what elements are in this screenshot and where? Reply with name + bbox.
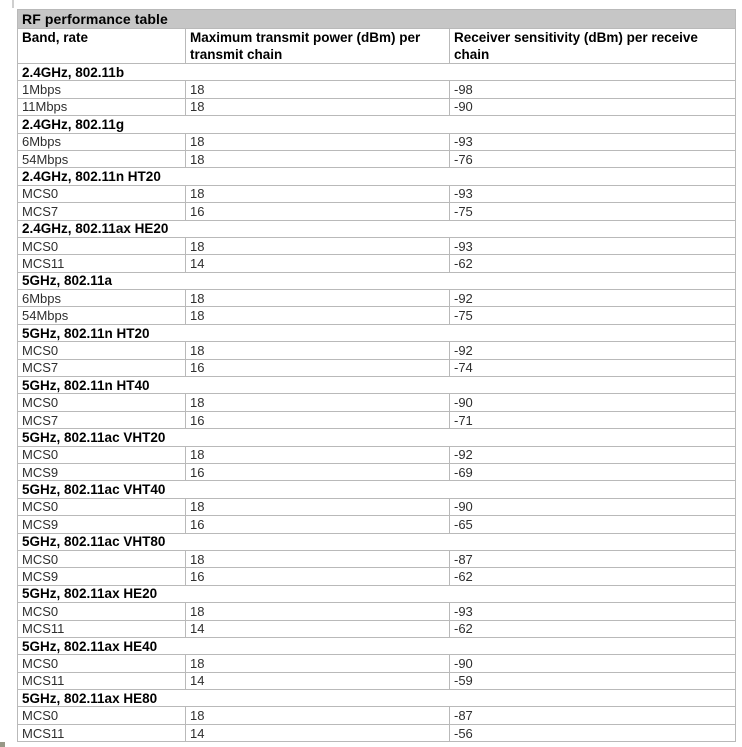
column-header-receiver-sensitivity: Receiver sensitivity (dBm) per receive chain bbox=[450, 29, 736, 64]
section-label: 5GHz, 802.11ax HE20 bbox=[18, 585, 736, 602]
cell-tx-power: 18 bbox=[186, 185, 450, 202]
cell-rx-sensitivity: -92 bbox=[450, 290, 736, 307]
table-row bbox=[18, 359, 736, 376]
rf-performance-table bbox=[17, 9, 736, 742]
cell-tx-power: 18 bbox=[186, 446, 450, 463]
cell-rate: MCS0 bbox=[18, 446, 186, 463]
cell-rate: MCS0 bbox=[18, 655, 186, 672]
cell-rate: 1Mbps bbox=[18, 81, 186, 98]
bottom-left-artifact bbox=[0, 742, 5, 747]
cell-tx-power: 18 bbox=[186, 498, 450, 515]
cell-rate: 6Mbps bbox=[18, 290, 186, 307]
section-label: 2.4GHz, 802.11g bbox=[18, 116, 736, 133]
table-row bbox=[18, 655, 736, 672]
cell-rx-sensitivity: -93 bbox=[450, 133, 736, 150]
cell-rx-sensitivity: -75 bbox=[450, 203, 736, 220]
section-row bbox=[18, 429, 736, 446]
cell-tx-power: 18 bbox=[186, 655, 450, 672]
section-row bbox=[18, 220, 736, 237]
section-label: 2.4GHz, 802.11b bbox=[18, 64, 736, 81]
cell-rate: MCS9 bbox=[18, 463, 186, 480]
cell-rate: MCS11 bbox=[18, 620, 186, 637]
cell-tx-power: 16 bbox=[186, 359, 450, 376]
section-row bbox=[18, 690, 736, 707]
section-label: 5GHz, 802.11ax HE40 bbox=[18, 637, 736, 654]
cell-tx-power: 14 bbox=[186, 620, 450, 637]
cell-rate: MCS9 bbox=[18, 516, 186, 533]
cell-rx-sensitivity: -62 bbox=[450, 255, 736, 272]
section-row bbox=[18, 168, 736, 185]
cell-rx-sensitivity: -87 bbox=[450, 550, 736, 567]
cell-rate: MCS0 bbox=[18, 342, 186, 359]
table-row bbox=[18, 394, 736, 411]
cell-rate: MCS7 bbox=[18, 411, 186, 428]
cell-rate: 54Mbps bbox=[18, 307, 186, 324]
section-label: 5GHz, 802.11n HT20 bbox=[18, 324, 736, 341]
section-row bbox=[18, 377, 736, 394]
section-row bbox=[18, 324, 736, 341]
table-row bbox=[18, 342, 736, 359]
cell-rate: MCS0 bbox=[18, 603, 186, 620]
cell-tx-power: 18 bbox=[186, 707, 450, 724]
cell-tx-power: 16 bbox=[186, 411, 450, 428]
cell-tx-power: 14 bbox=[186, 672, 450, 689]
table-row bbox=[18, 707, 736, 724]
cell-rx-sensitivity: -69 bbox=[450, 463, 736, 480]
cell-rate: MCS9 bbox=[18, 568, 186, 585]
cell-rx-sensitivity: -90 bbox=[450, 394, 736, 411]
table-row bbox=[18, 516, 736, 533]
cell-rx-sensitivity: -92 bbox=[450, 342, 736, 359]
cell-rate: MCS0 bbox=[18, 185, 186, 202]
cell-tx-power: 18 bbox=[186, 290, 450, 307]
cell-rate: MCS11 bbox=[18, 255, 186, 272]
cell-rx-sensitivity: -90 bbox=[450, 655, 736, 672]
table-row bbox=[18, 255, 736, 272]
table-title-row bbox=[18, 10, 736, 29]
section-row bbox=[18, 481, 736, 498]
table-row bbox=[18, 237, 736, 254]
table-row bbox=[18, 550, 736, 567]
section-row bbox=[18, 272, 736, 289]
table-row bbox=[18, 203, 736, 220]
table-row bbox=[18, 620, 736, 637]
section-label: 5GHz, 802.11a bbox=[18, 272, 736, 289]
cell-tx-power: 18 bbox=[186, 394, 450, 411]
cell-tx-power: 18 bbox=[186, 98, 450, 115]
section-row bbox=[18, 533, 736, 550]
cell-tx-power: 18 bbox=[186, 550, 450, 567]
cell-rx-sensitivity: -62 bbox=[450, 620, 736, 637]
cell-rate: MCS7 bbox=[18, 359, 186, 376]
cell-tx-power: 16 bbox=[186, 463, 450, 480]
section-label: 5GHz, 802.11ac VHT40 bbox=[18, 481, 736, 498]
section-row bbox=[18, 637, 736, 654]
table-row bbox=[18, 290, 736, 307]
cell-rx-sensitivity: -65 bbox=[450, 516, 736, 533]
cell-tx-power: 16 bbox=[186, 568, 450, 585]
section-label: 2.4GHz, 802.11ax HE20 bbox=[18, 220, 736, 237]
table-row bbox=[18, 446, 736, 463]
table-row bbox=[18, 307, 736, 324]
section-row bbox=[18, 116, 736, 133]
cell-rx-sensitivity: -90 bbox=[450, 98, 736, 115]
cell-rx-sensitivity: -59 bbox=[450, 672, 736, 689]
cell-rate: MCS0 bbox=[18, 707, 186, 724]
cell-rx-sensitivity: -71 bbox=[450, 411, 736, 428]
table-row bbox=[18, 98, 736, 115]
table-row bbox=[18, 498, 736, 515]
cell-rx-sensitivity: -56 bbox=[450, 724, 736, 741]
table-row bbox=[18, 724, 736, 741]
cell-rx-sensitivity: -93 bbox=[450, 603, 736, 620]
section-label: 5GHz, 802.11ac VHT80 bbox=[18, 533, 736, 550]
section-label: 5GHz, 802.11ac VHT20 bbox=[18, 429, 736, 446]
cell-rate: MCS7 bbox=[18, 203, 186, 220]
cell-rate: 11Mbps bbox=[18, 98, 186, 115]
cell-rx-sensitivity: -74 bbox=[450, 359, 736, 376]
cell-tx-power: 18 bbox=[186, 150, 450, 167]
table-row bbox=[18, 568, 736, 585]
section-label: 5GHz, 802.11n HT40 bbox=[18, 377, 736, 394]
table-body bbox=[18, 64, 736, 742]
cell-tx-power: 18 bbox=[186, 133, 450, 150]
cell-rate: MCS11 bbox=[18, 672, 186, 689]
cell-tx-power: 16 bbox=[186, 516, 450, 533]
cell-tx-power: 14 bbox=[186, 724, 450, 741]
cell-rx-sensitivity: -87 bbox=[450, 707, 736, 724]
table-row bbox=[18, 411, 736, 428]
cell-rx-sensitivity: -93 bbox=[450, 237, 736, 254]
table-row bbox=[18, 81, 736, 98]
cell-tx-power: 16 bbox=[186, 203, 450, 220]
cell-rx-sensitivity: -75 bbox=[450, 307, 736, 324]
cell-rate: MCS0 bbox=[18, 394, 186, 411]
cell-rate: MCS0 bbox=[18, 550, 186, 567]
cell-rate: MCS11 bbox=[18, 724, 186, 741]
top-edge-artifact bbox=[12, 0, 14, 8]
cell-rate: 54Mbps bbox=[18, 150, 186, 167]
cell-rx-sensitivity: -62 bbox=[450, 568, 736, 585]
cell-tx-power: 18 bbox=[186, 307, 450, 324]
table-row bbox=[18, 463, 736, 480]
cell-rate: MCS0 bbox=[18, 498, 186, 515]
table-row bbox=[18, 672, 736, 689]
section-row bbox=[18, 585, 736, 602]
table-row bbox=[18, 133, 736, 150]
column-header-max-transmit-power: Maximum transmit power (dBm) per transmit chain bbox=[186, 29, 450, 64]
table-row bbox=[18, 185, 736, 202]
section-label: 2.4GHz, 802.11n HT20 bbox=[18, 168, 736, 185]
cell-rx-sensitivity: -92 bbox=[450, 446, 736, 463]
cell-tx-power: 18 bbox=[186, 237, 450, 254]
cell-tx-power: 18 bbox=[186, 81, 450, 98]
cell-rate: 6Mbps bbox=[18, 133, 186, 150]
table-row bbox=[18, 603, 736, 620]
cell-rx-sensitivity: -93 bbox=[450, 185, 736, 202]
section-label: 5GHz, 802.11ax HE80 bbox=[18, 690, 736, 707]
cell-rx-sensitivity: -98 bbox=[450, 81, 736, 98]
column-header-row bbox=[18, 29, 736, 64]
table-row bbox=[18, 150, 736, 167]
column-header-band-rate: Band, rate bbox=[18, 29, 186, 64]
cell-tx-power: 18 bbox=[186, 603, 450, 620]
cell-tx-power: 18 bbox=[186, 342, 450, 359]
cell-rx-sensitivity: -90 bbox=[450, 498, 736, 515]
cell-rx-sensitivity: -76 bbox=[450, 150, 736, 167]
table-title: RF performance table bbox=[18, 10, 736, 29]
cell-rate: MCS0 bbox=[18, 237, 186, 254]
cell-tx-power: 14 bbox=[186, 255, 450, 272]
section-row bbox=[18, 64, 736, 81]
